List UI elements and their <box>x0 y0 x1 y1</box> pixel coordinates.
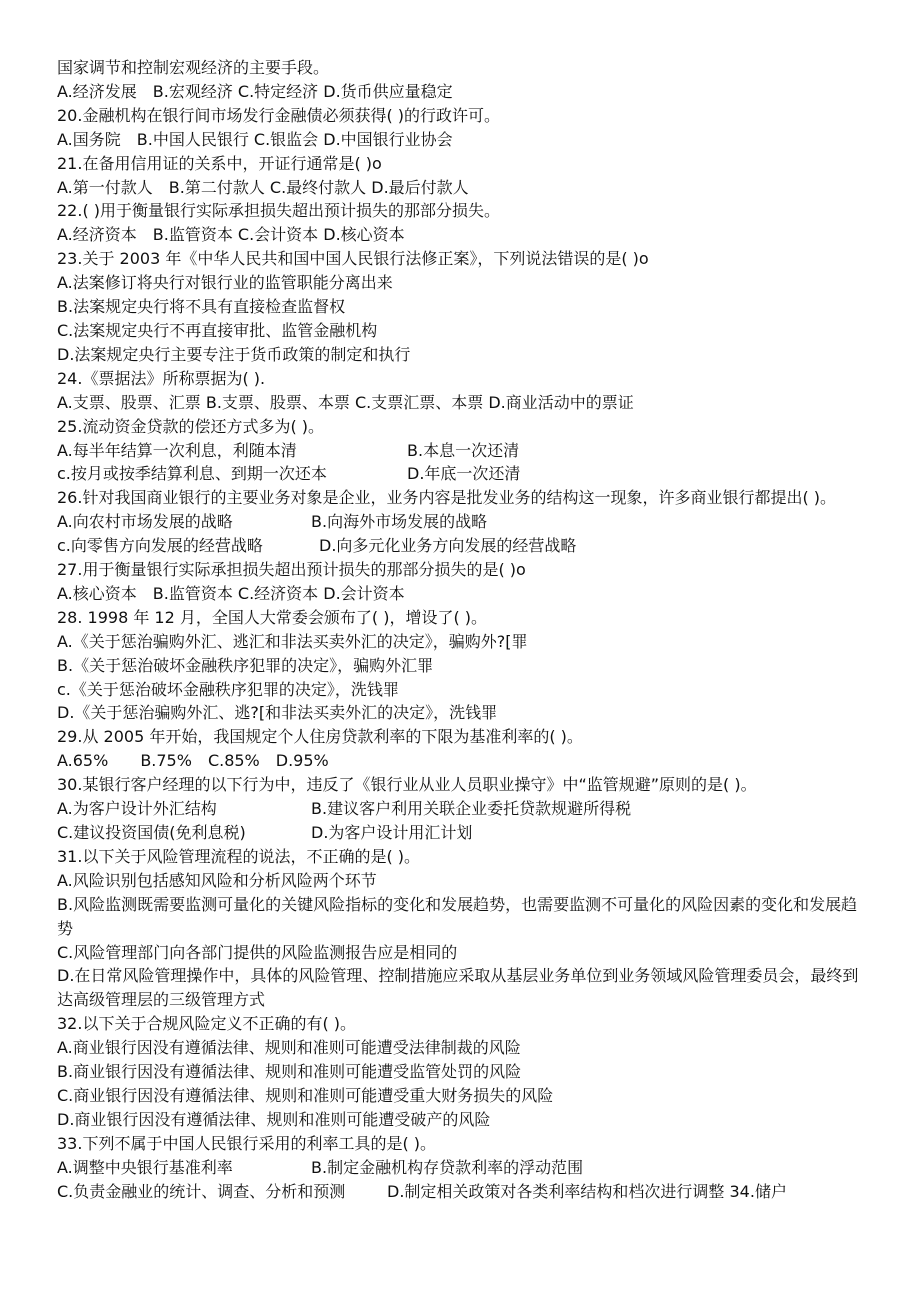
question-30: 30.某银行客户经理的以下行为中，违反了《银行业从业人员职业操守》中“监管规避”原则的是( )。 <box>57 775 757 795</box>
answer-option: A.《关于惩治骗购外汇、逃汇和非法买卖外汇的决定》，骗购外?[罪 <box>57 631 528 651</box>
question-31: 31.以下关于风险管理流程的说法，不正确的是( )。 <box>57 846 421 866</box>
answer-row <box>57 510 870 534</box>
answer-options: A.经济发展 B.宏观经济 C.特定经济 D.货币供应量稳定 <box>57 81 453 101</box>
answer-option: A.调整中央银行基准利率 <box>57 1157 233 1177</box>
answer-row <box>57 439 870 463</box>
answer-option: A.每半年结算一次利息，利随本清 <box>57 440 297 460</box>
answer-option: B.《关于惩治破坏金融秩序犯罪的决定》，骗购外汇罪 <box>57 655 434 675</box>
answer-option: D.年底一次还清 <box>407 464 521 484</box>
answer-option: c.按月或按季结算利息、到期一次还本 <box>57 464 327 484</box>
answer-option: C.建议投资国债(免利息税) <box>57 823 246 842</box>
question-26: 26.针对我国商业银行的主要业务对象是企业，业务内容是批发业务的结构这一现象，许多商业银行都提出( )。 <box>57 488 837 508</box>
answer-option: A.为客户设计外汇结构 <box>57 799 217 819</box>
answer-options: A.国务院 B.中国人民银行 C.银监会 D.中国银行业协会 <box>57 129 453 149</box>
answer-option: A.风险识别包括感知风险和分析风险两个环节 <box>57 870 377 890</box>
question-21: 21.在备用信用证的关系中，开证行通常是( )o <box>57 153 382 173</box>
answer-option: A.法案修订将央行对银行业的监管职能分离出来 <box>57 273 393 293</box>
answer-row <box>57 797 870 821</box>
answer-option: B.风险监测既需要监测可量化的关键风险指标的变化和发展趋势，也需要监测不可量化的风险因素的变化和发展趋势 <box>57 894 858 938</box>
answer-option: B.商业银行因没有遵循法律、规则和准则可能遭受监管处罚的风险 <box>57 1062 522 1082</box>
answer-options: A.支票、股票、汇票 B.支票、股票、本票 C.支票汇票、本票 D.商业活动中的票证 <box>57 392 634 412</box>
answer-option: B.制定金融机构存贷款利率的浮动范围 <box>311 1157 584 1177</box>
answer-row <box>57 821 870 845</box>
question-23: 23.关于 2003 年《中华人民共和国中国人民银行法修正案》，下列说法错误的是( )o <box>57 249 649 269</box>
answer-option: D.制定相关政策对各类利率结构和档次进行调整 34.储户 <box>387 1181 787 1201</box>
answer-option: c.《关于惩治破坏金融秩序犯罪的决定》，洗钱罪 <box>57 679 399 699</box>
answer-row <box>57 1180 870 1204</box>
answer-option: D.在日常风险管理操作中，具体的风险管理、控制措施应采取从基层业务单位到业务领域风险管理委员会，最终到达高级管理层的三级管理方式 <box>57 966 859 1010</box>
question-22: 22.( )用于衡量银行实际承担损失超出预计损失的那部分损失。 <box>57 201 501 221</box>
answer-option: A.向农村市场发展的战略 <box>57 512 233 532</box>
answer-option: D.向多元化业务方向发展的经营战略 <box>319 536 577 556</box>
question-32: 32.以下关于合规风险定义不正确的有( )。 <box>57 1014 357 1034</box>
answer-option: C.法案规定央行不再直接审批、监管金融机构 <box>57 320 378 340</box>
answer-option: c.向零售方向发展的经营战略 <box>57 536 263 556</box>
answer-option: C.负责金融业的统计、调查、分析和预测 <box>57 1181 346 1201</box>
answer-option: D.为客户设计用汇计划 <box>311 823 473 842</box>
answer-row <box>57 534 870 558</box>
answer-row <box>57 462 870 486</box>
answer-option: D.《关于惩治骗购外汇、逃?[和非法买卖外汇的决定》，洗钱罪 <box>57 703 498 723</box>
answer-option: B.法案规定央行将不具有直接检查监督权 <box>57 297 346 317</box>
text-line: 国家调节和控制宏观经济的主要手段。 <box>57 58 330 77</box>
answer-option: B.向海外市场发展的战略 <box>311 512 488 532</box>
answer-options: A.经济资本 B.监管资本 C.会计资本 D.核心资本 <box>57 225 405 245</box>
answer-option: C.商业银行因没有遵循法律、规则和准则可能遭受重大财务损失的风险 <box>57 1085 554 1105</box>
answer-row <box>57 1156 870 1180</box>
answer-option: D.商业银行因没有遵循法律、规则和准则可能遭受破产的风险 <box>57 1109 491 1129</box>
question-25: 25.流动资金贷款的偿还方式多为( )。 <box>57 416 325 436</box>
answer-options: A.第一付款人 B.第二付款人 C.最终付款人 D.最后付款人 <box>57 177 469 197</box>
question-33: 33.下列不属于中国人民银行采用的利率工具的是( )。 <box>57 1133 437 1153</box>
answer-options: A.核心资本 B.监管资本 C.经济资本 D.会计资本 <box>57 583 405 603</box>
answer-option: C.风险管理部门向各部门提供的风险监测报告应是相同的 <box>57 942 458 962</box>
answer-option: B.建议客户利用关联企业委托贷款规避所得税 <box>311 799 632 819</box>
question-27: 27.用于衡量银行实际承担损失超出预计损失的那部分损失的是( )o <box>57 560 526 580</box>
answer-option: D.法案规定央行主要专注于货币政策的制定和执行 <box>57 344 411 364</box>
answer-options: A.65% B.75% C.85% D.95% <box>57 751 329 771</box>
question-24: 24.《票据法》所称票据为( ). <box>57 368 266 388</box>
question-20: 20.金融机构在银行间市场发行金融债必须获得( )的行政许可。 <box>57 105 501 125</box>
answer-option: B.本息一次还清 <box>407 440 520 460</box>
question-28: 28. 1998 年 12 月，全国人大常委会颁布了( )，增设了( )。 <box>57 607 488 627</box>
question-29: 29.从 2005 年开始，我国规定个人住房贷款利率的下限为基准利率的( )。 <box>57 727 583 747</box>
answer-option: A.商业银行因没有遵循法律、规则和准则可能遭受法律制裁的风险 <box>57 1038 521 1058</box>
